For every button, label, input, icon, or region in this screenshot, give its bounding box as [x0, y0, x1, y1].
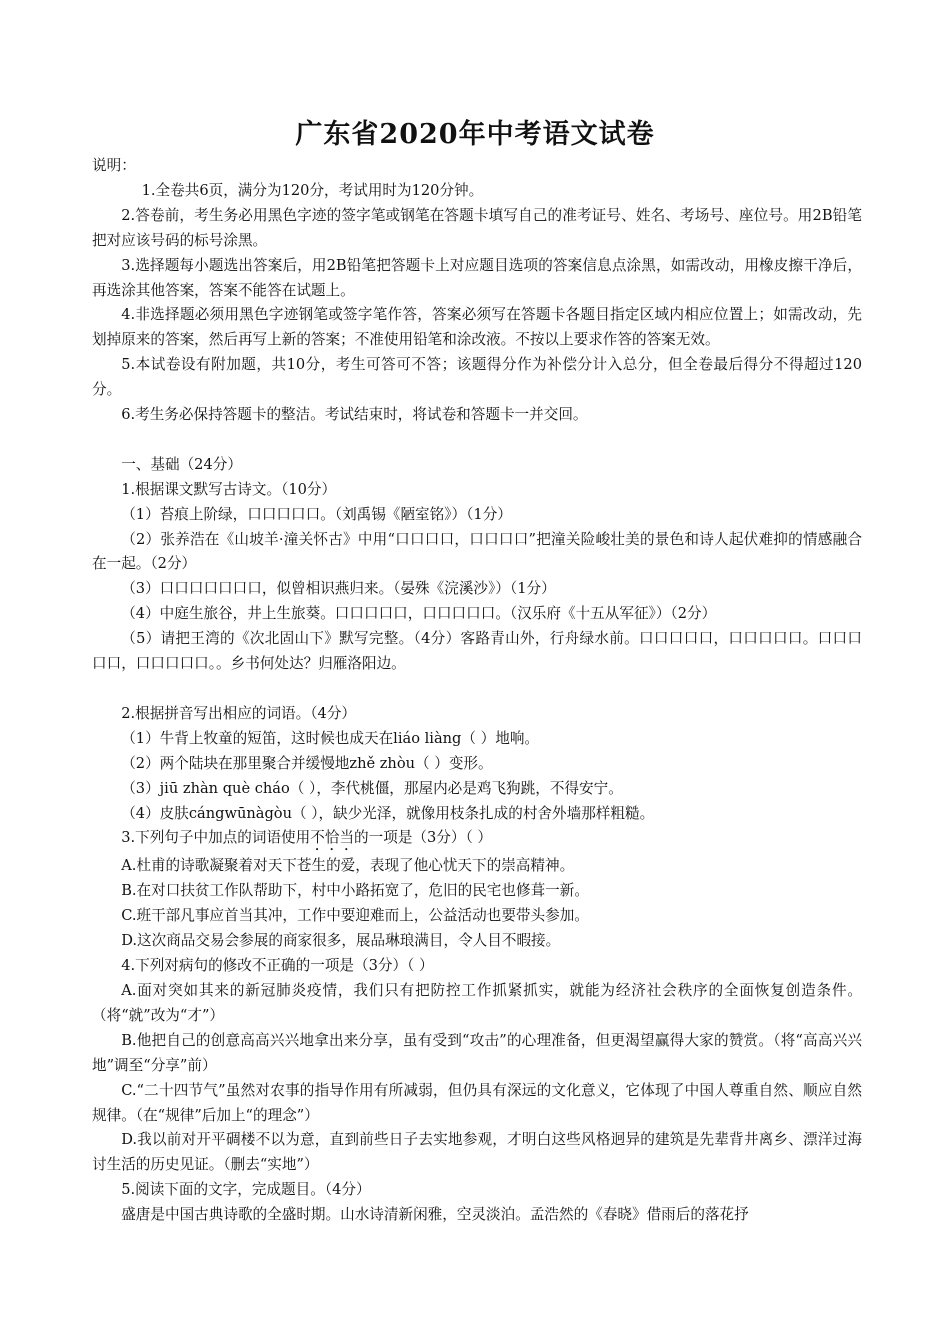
option-item: B.他把自己的创意高高兴兴地拿出来分享，虽有受到“攻击”的心理准备，但更渴望赢得大家的赞赏。（将“高高兴兴地”调至“分享”前）	[92, 1031, 862, 1074]
option-item: D.我以前对开平碉楼不以为意，直到前些日子去实地参观，才明白这些风格迥异的建筑是先辈背井离乡、漂洋过海讨生活的历史见证。（删去“实地”）	[92, 1131, 862, 1174]
exam-content	[92, 154, 862, 1228]
note-item: 2.答卷前，考生务必用黑色字迹的签字笔或钢笔在答题卡填写自己的准考证号、姓名、考场号、座位号。用2B铅笔把对应该号码的标号涂黑。	[92, 206, 862, 249]
question-item: （4）中庭生旅谷，井上生旅葵。口口口口口，口口口口口。（汉乐府《十五从军征》）（2分）	[121, 605, 717, 623]
section-heading: 一、基础（24分）	[121, 455, 242, 473]
question-stem: 5.阅读下面的文字，完成题目。（4分）	[121, 1181, 371, 1199]
question-item: （1）牛背上牧童的短笛，这时候也成天在liáo liàng（ ）地响。	[121, 729, 540, 747]
question-item: （1）苔痕上阶绿，口口口口口。（刘禹锡《陋室铭》）（1分）	[121, 505, 512, 523]
option-item: C.班干部凡事应首当其冲，工作中要迎难而上，公益活动也要带头参加。	[121, 907, 589, 925]
emphasis-text: 不恰当	[310, 829, 355, 847]
question-stem	[92, 826, 862, 854]
option-item: A.杜甫的诗歌凝聚着对天下苍生的爱，表现了他心忧天下的崇高精神。	[121, 857, 575, 875]
option-item: A.面对突如其来的新冠肺炎疫情，我们只有把防控工作抓紧抓实，就能为经济社会秩序的全面恢复创造条件。（将“就”改为“才”）	[92, 981, 862, 1024]
page-title: 广东省2020年中考语文试卷	[295, 119, 655, 150]
question-item: （3）jiū zhàn què cháo（ ），李代桃僵，那屋内必是鸡飞狗跳，不得安宁。	[121, 779, 623, 797]
question-item: （5）请把王湾的《次北固山下》默写完整。（4分）客路青山外，行舟绿水前。口口口口口，口口口口口。口口口口口，口口口口口。。乡书何处达？归雁洛阳边。	[92, 630, 862, 673]
question-item: （3）口口口口口口口，似曾相识燕归来。（晏殊《浣溪沙》）（1分）	[121, 580, 556, 598]
stem-text: 3.下列句子中加点的词语使用	[121, 829, 311, 847]
note-item: 1.全卷共6页，满分为120分，考试用时为120分钟。	[141, 181, 484, 199]
question-item: （2）张养浩在《山坡羊·潼关怀古》中用“口口口口，口口口口”把潼关险峻壮美的景色和诗人起伏难抑的情感融合在一起。（2分）	[92, 530, 862, 573]
notes-label: 说明：	[92, 157, 136, 174]
question-item: （4）皮肤cángwūnàgòu（ ），缺少光泽，就像用枝条扎成的村舍外墙那样粗糙。	[121, 804, 655, 822]
note-item: 6.考生务必保持答题卡的整洁。考试结束时，将试卷和答题卡一并交回。	[121, 406, 588, 424]
question-stem: 2.根据拼音写出相应的词语。（4分）	[121, 704, 357, 722]
note-item: 3.选择题每小题选出答案后，用2B铅笔把答题卡上对应题目选项的答案信息点涂黑，如需改动，用橡皮擦干净后，再选涂其他答案，答案不能答在试题上。	[92, 256, 862, 299]
option-item: D.这次商品交易会参展的商家很多，展品琳琅满目，令人目不暇接。	[121, 932, 561, 950]
question-item: （2）两个陆块在那里聚合并缓慢地zhě zhòu（ ）变形。	[121, 754, 493, 772]
option-item: B.在对口扶贫工作队帮助下，村中小路拓宽了，危旧的民宅也修葺一新。	[121, 882, 589, 900]
question-stem: 4.下列对病句的修改不正确的一项是（3分）（ ）	[121, 957, 434, 975]
question-stem: 1.根据课文默写古诗文。（10分）	[121, 480, 337, 498]
stem-text: 的一项是（3分）（ ）	[354, 829, 493, 847]
note-item: 5.本试卷设有附加题，共10分，考生可答可不答；该题得分作为补偿分计入总分，但全卷最后得分不得超过120分。	[92, 356, 862, 399]
note-item: 4.非选择题必须用黑色字迹钢笔或签字笔作答，答案必须写在答题卡各题目指定区域内相应位置上；如需改动，先划掉原来的答案，然后再写上新的答案；不准使用铅笔和涂改液。不按以上要求作答的答案无效。	[92, 306, 862, 349]
option-item: C.“二十四节气”虽然对农事的指导作用有所减弱，但仍具有深远的文化意义，它体现了中国人尊重自然、顺应自然规律。（在“规律”后加上“的理念”）	[92, 1081, 862, 1124]
reading-text: 盛唐是中国古典诗歌的全盛时期。山水诗清新闲雅，空灵淡泊。孟浩然的《春晓》借雨后的落花抒	[121, 1206, 749, 1224]
